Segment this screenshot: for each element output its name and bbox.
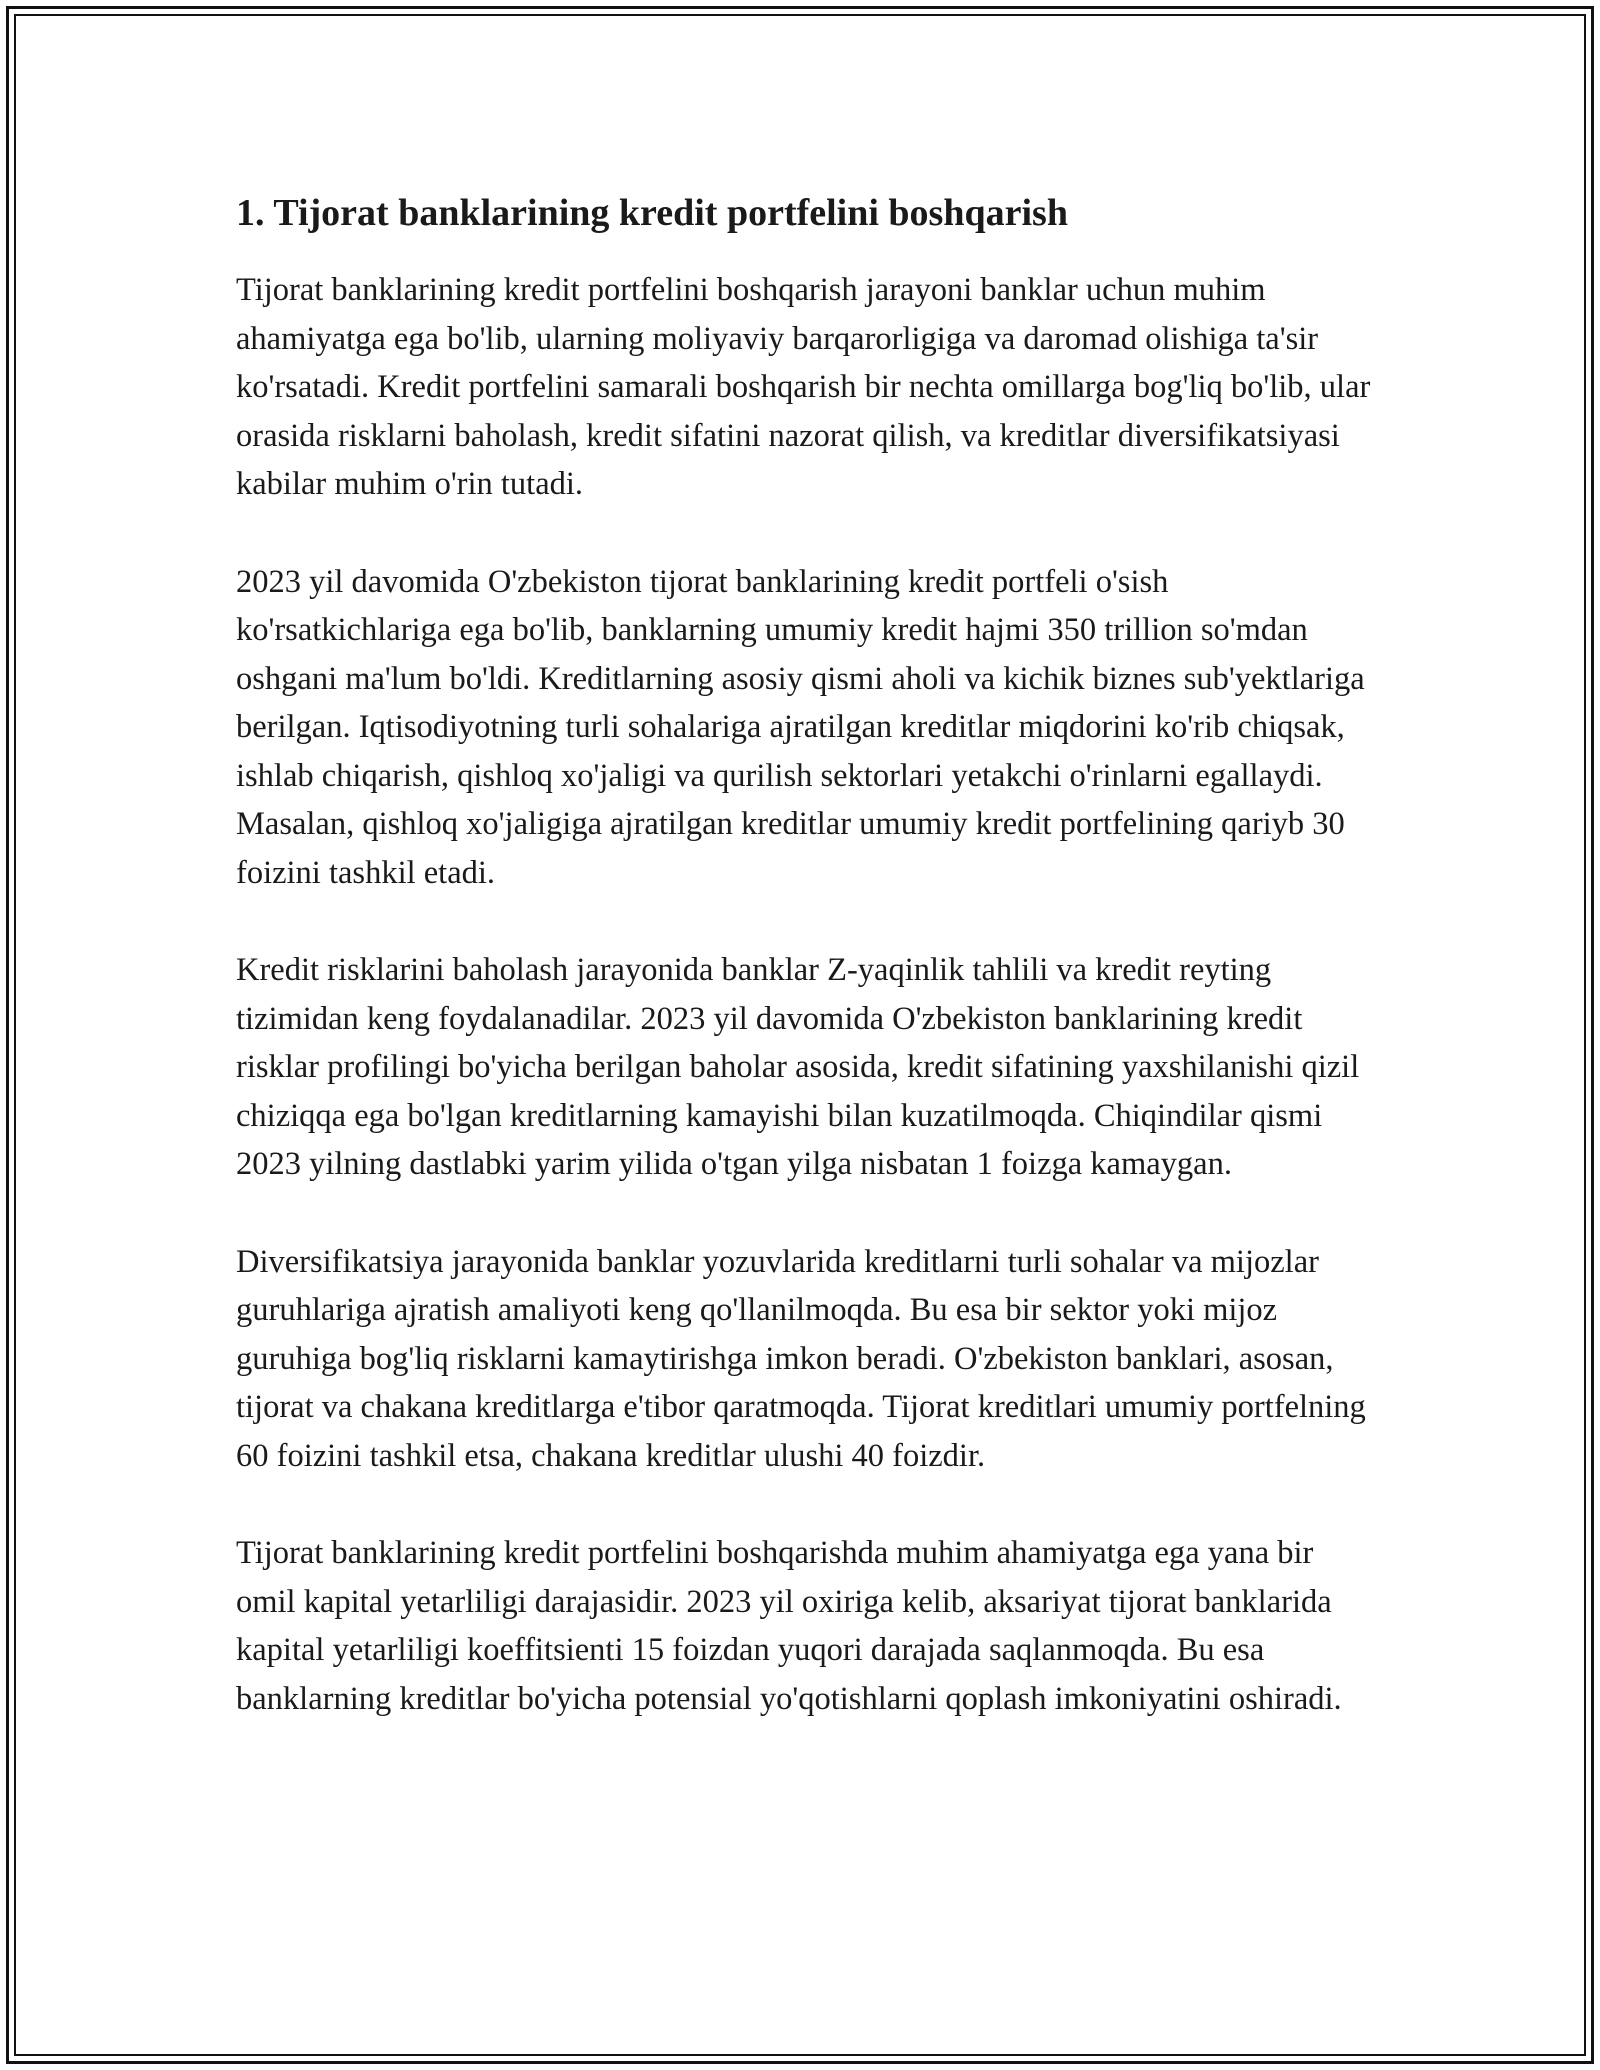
paragraph-5: Tijorat banklarining kredit portfelini boshqarishda muhim ahamiyatga ega yana bir omil kapital yetarliligi darajasidir. 2023 yil oxiriga kelib, aksariyat tijorat banklarida kapital yetarliligi koeffitsienti 15 foizdan yuqori darajada saqlanmoqda. Bu esa banklarning kreditlar bo'yicha potensial yo'qotishlarni qoplash imkoniyatini oshiradi. <box>236 1535 1342 1717</box>
document-body <box>236 186 1376 1772</box>
paragraph-2: 2023 yil davomida O'zbekiston tijorat banklarining kredit portfeli o'sish ko'rsatkichlariga ega bo'lib, banklarning umumiy kredit hajmi 350 trillion so'mdan oshgani ma'lum bo'ldi. Kreditlarning asosiy qismi aholi va kichik biznes sub'yektlariga berilgan. Iqtisodiyotning turli sohalariga ajratilgan kreditlar miqdorini ko'rib chiqsak, ishlab chiqarish, qishloq xo'jaligi va qurilish sektorlari yetakchi o'rinlarni egallaydi. Masalan, qishloq xo'jaligiga ajratilgan kreditlar umumiy kredit portfelining qariyb 30 foizini tashkil etadi. <box>236 563 1365 891</box>
paragraph-4: Diversifikatsiya jarayonida banklar yozuvlarida kreditlarni turli sohalar va mijozlar guruhlariga ajratish amaliyoti keng qo'llanilmoqda. Bu esa bir sektor yoki mijoz guruhiga bog'liq risklarni kamaytirishga imkon beradi. O'zbekiston banklari, asosan, tijorat va chakana kreditlarga e'tibor qaratmoqda. Tijorat kreditlari umumiy portfelning 60 foizini tashkil etsa, chakana kreditlar ulushi 40 foizdir. <box>236 1243 1366 1474</box>
paragraph-3: Kredit risklarini baholash jarayonida banklar Z-yaqinlik tahlili va kredit reyting tizimidan keng foydalanadilar. 2023 yil davomida O'zbekiston banklarining kredit risklar profilingi bo'yicha berilgan baholar asosida, kredit sifatining yaxshilanishi qizil chiziqqa ega bo'lgan kreditlarning kamayishi bilan kuzatilmoqda. Chiqindilar qismi 2023 yilning dastlabki yarim yilida o'tgan yilga nisbatan 1 foizga kamaygan. <box>236 952 1360 1182</box>
paragraph-1: Tijorat banklarining kredit portfelini boshqarish jarayoni banklar uchun muhim ahamiyatga ega bo'lib, ularning moliyaviy barqarorligiga va daromad olishiga ta'sir ko'rsatadi. Kredit portfelini samarali boshqarish bir nechta omillarga bog'liq bo'lib, ular orasida risklarni baholash, kredit sifatini nazorat qilish, va kreditlar diversifikatsiyasi kabilar muhim o'rin tutadi. <box>236 272 1371 502</box>
section-heading: 1. Tijorat banklarining kredit portfelini boshqarish <box>236 192 1068 234</box>
